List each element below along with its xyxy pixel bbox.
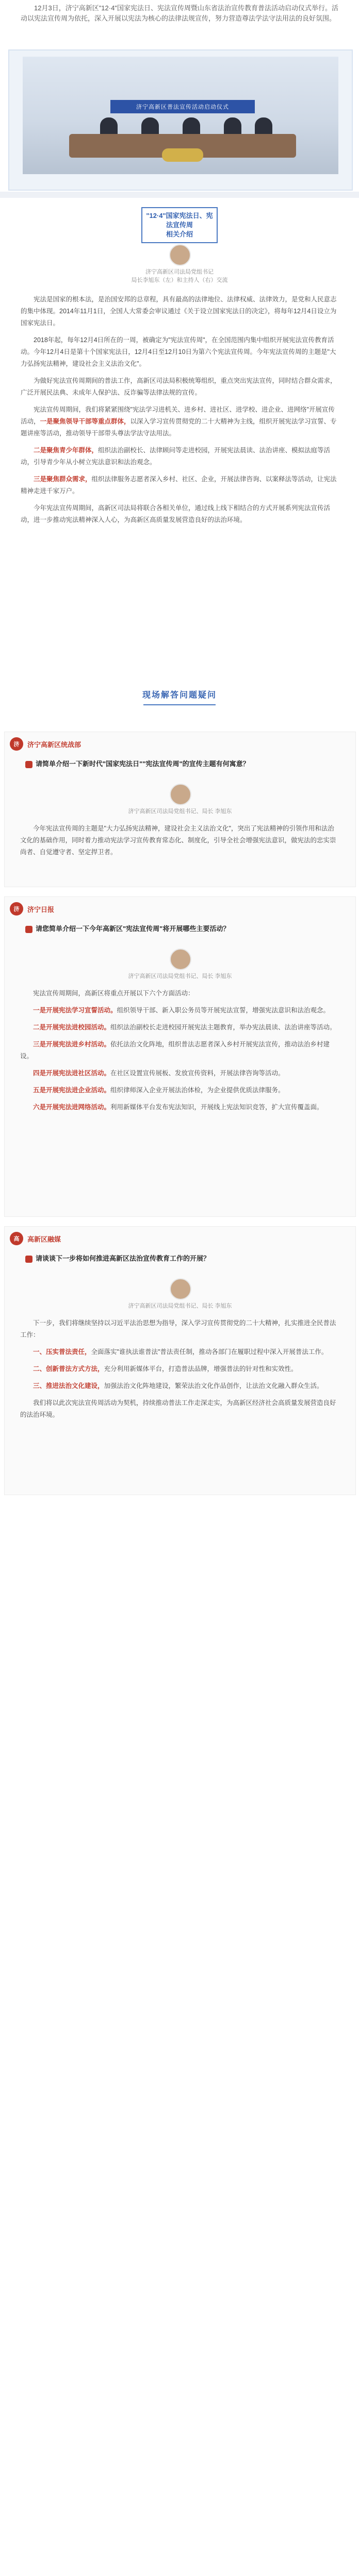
qa-section-header: 现场解答问题疑问 <box>0 688 359 711</box>
org-logo-icon: 济 <box>10 902 23 916</box>
answer-text: 下一步，我们将继续坚持以习近平法治思想为指导，深入学习宣传贯彻党的二十大精神，扎实推进全民普法工作： 一、压实普法责任，全面落实"谁执法谁普法"普法责任制，推动各部门在履职过程中深入开展普法工作。 二、创新普法方式方法，充分利用新媒体平台，打造普法品牌，增强普法的针对性和实效性。 三、推进法治文化建设，加强法治文化阵地建设，繁荣法治文化作品创作，让法治文化融入群众生活。 我们将以此次宪法宣传周活动为契机，持续推动普法工作走深走实，为高新区经济社会高质量发展营造良好的法治环境。 <box>20 1319 336 1418</box>
speaker-caption: 济宁高新区司法局党组书记、局长 李旭东 <box>128 973 232 979</box>
section-title: "12·4"国家宪法日、宪法宣传周 相关介绍 <box>141 207 218 243</box>
event-photo <box>23 57 338 174</box>
question-text: 请简单介绍一下新时代"国家宪法日""宪法宣传周"的宣传主题有何寓意？ <box>25 759 340 769</box>
event-banner: 济宁高新区普法宣传活动启动仪式 <box>110 100 255 113</box>
speaker-caption: 济宁高新区司法局党组书记 局长李旭东（左）和主持人（右）交流 <box>131 269 228 283</box>
qa-card <box>4 896 356 1217</box>
question-icon <box>25 1256 32 1263</box>
org-logo-icon: 高 <box>10 1232 23 1245</box>
flower-decor <box>162 148 203 162</box>
org-name: 高新区融媒 <box>27 1235 61 1243</box>
speaker-caption: 济宁高新区司法局党组书记、局长 李旭东 <box>128 1303 232 1309</box>
answer-text: 今年宪法宣传周的主题是"大力弘扬宪法精神，建设社会主义法治文化"，突出了宪法精神的引领作用和法治文化的基础作用，同时着力推动宪法学习宣传教育常态化、制度化，引导全社会增强宪法意识，做宪法的忠实崇尚者、自觉遵守者、坚定捍卫者。 <box>20 825 336 856</box>
section-separator <box>0 192 359 198</box>
intro-text <box>21 3 338 24</box>
org-logo-icon: 济 <box>10 737 23 751</box>
answer-text: 宪法宣传周期间，高新区将重点开展以下六个方面活动： 一是开展宪法学习宣誓活动。组织领导干部、新入职公务员等开展宪法宣誓，增强宪法意识和法治观念。 二是开展宪法进校园活动。组织法治副校长走进校园开展宪法主题教育，举办宪法晨读、法治讲座等活动。 三是开展宪法进乡村活动。依托法治文化阵地，组织普法志愿者深入乡村开展宪法宣传，推动法治乡村建设。 四是开展宪法进社区活动。在社区设置宣传展板、发放宣传资料，开展法律咨询等活动。 五是开展宪法进企业活动。组织律师深入企业开展法治体检，为企业提供优质法律服务。 六是开展宪法进网络活动。利用新媒体平台发布宪法知识，开展线上宪法知识竞答，扩大宣传覆盖面。 <box>20 990 336 1111</box>
question-icon <box>25 761 32 768</box>
speaker-avatar <box>170 1278 191 1300</box>
qa-card <box>4 1226 356 1495</box>
question-text: 请您简单介绍一下今年高新区"宪法宣传周"将开展哪些主要活动？ <box>25 924 340 934</box>
org-name: 济宁高新区统战部 <box>27 740 81 749</box>
event-photo-frame <box>8 49 353 191</box>
question-icon <box>25 926 32 933</box>
org-name: 济宁日报 <box>27 905 55 913</box>
intro-paragraph: 12月3日，济宁高新区"12·4"国家宪法日、宪法宣传周暨山东省法治宣传教育普法活动启动仪式举行。活动以宪法宣传周为依托，深入开展以宪法为核心的法律法规宣传，努力营造尊法学法守法用法的良好氛围。 <box>21 4 338 22</box>
speaker-avatar <box>170 784 191 805</box>
speaker-avatar <box>169 244 191 266</box>
speaker-caption: 济宁高新区司法局党组书记、局长 李旭东 <box>128 808 232 815</box>
question-text: 请谈谈下一步将如何推进高新区法治宣传教育工作的开展？ <box>25 1253 340 1264</box>
speaker-avatar <box>170 948 191 970</box>
article-body: 宪法是国家的根本法，是治国安邦的总章程，具有最高的法律地位、法律权威、法律效力，是党和人民意志的集中体现。2014年11月1日，全国人大常委会审议通过《关于设立国家宪法日的决定》，将每年12月4日设立为国家宪法日。 2018年起，每年12月4日所在的一周，被确定为"宪法宣传周"，在全国范围内集中组织开展宪法宣传教育活动。今年12月4日是第十个国家宪法日，12月4日至12月10日为第六个宪法宣传周。今年宪法宣传周的主题是"大力弘扬宪法精神，建设社会主义法治文化"。 为做好宪法宣传周期间的普法工作，高新区司法局积极统筹组织，重点突出宪法宣传，同时结合群众需求，广泛开展民法典、未成年人保护法、反诈骗等法律法规的宣传。 宪法宣传周期间，我们将紧紧围绕"宪法学习进机关、进乡村、进社区、进学校、进企业、进网络"开展宣传活动，一是聚焦领导干部等重点群体，以深入学习宣传贯彻党的二十大精神为主线，组织开展宪法学习宣誓、专题讲座等活动，推动领导干部带头尊法学法守法用法。 二是聚焦青少年群体，组织法治副校长、法律顾问等走进校园，开展宪法晨读、法治讲座、模拟法庭等活动，引导青少年从小树立宪法意识和法治观念。 三是聚焦群众需求，组织法律服务志愿者深入乡村、社区、企业，开展法律咨询、以案释法等活动，让宪法精神走进千家万户。 今年宪法宣传周期间，高新区司法局将联合各相关单位，通过线上线下相结合的方式开展系列宪法宣传活动，进一步推动宪法精神深入人心，为高新区高质量发展营造良好的法治环境。 <box>21 296 337 523</box>
qa-card <box>4 732 356 887</box>
